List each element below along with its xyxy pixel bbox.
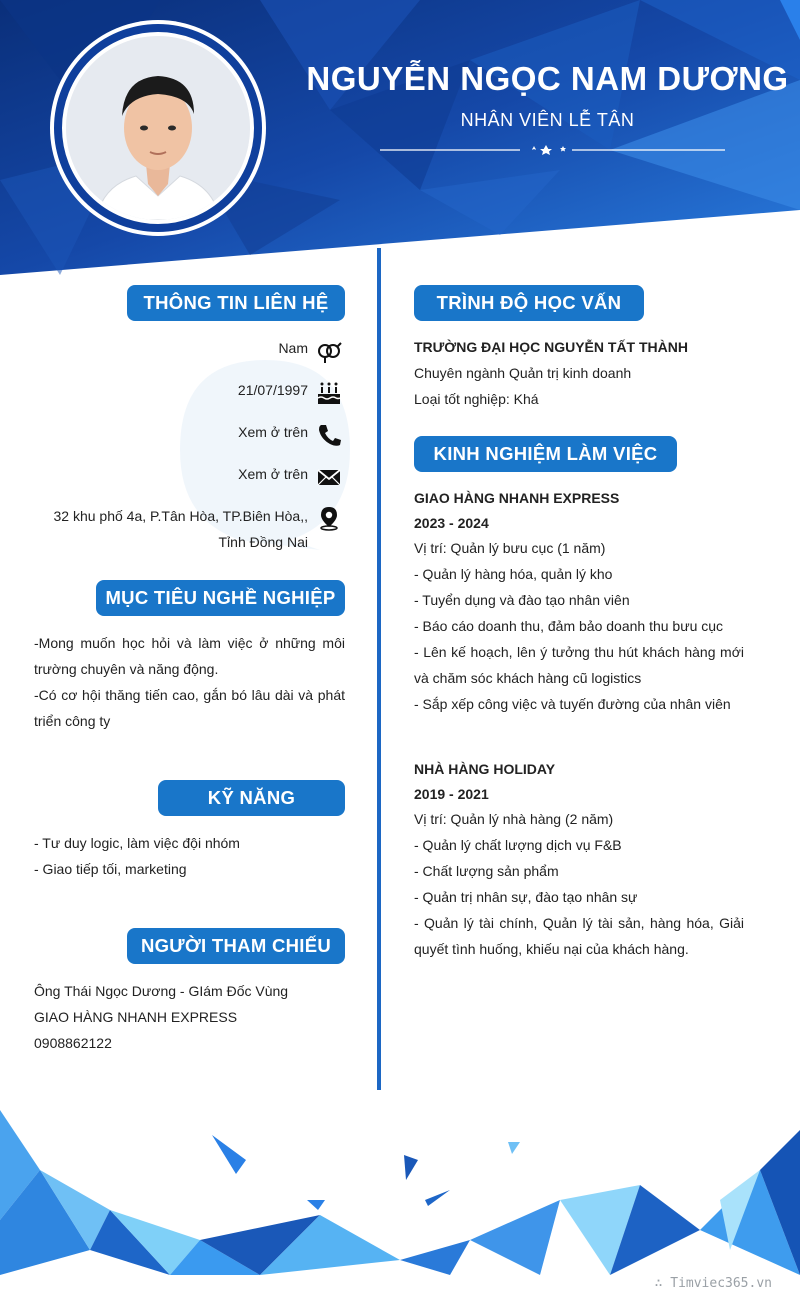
gender-icon xyxy=(316,338,342,364)
address-line-2: Tỉnh Đồng Nai xyxy=(218,534,308,550)
job-company: NHÀ HÀNG HOLIDAY xyxy=(414,761,556,777)
skill-item: - Giao tiếp tối, marketing xyxy=(34,861,187,877)
objective-line-3: -Có cơ hội thăng tiến cao, gắn bó lâu dài và phát xyxy=(34,687,345,703)
person-photo-icon xyxy=(66,36,250,220)
email-value: Xem ở trên xyxy=(238,466,308,482)
education-major: Chuyên ngành Quản trị kinh doanh xyxy=(414,365,632,381)
job-line: - Quản lý hàng hóa, quản lý kho xyxy=(414,566,613,582)
avatar xyxy=(62,32,254,224)
job-line: Vị trí: Quản lý bưu cục (1 năm) xyxy=(414,540,606,556)
objective-line-1: -Mong muốn học hỏi và làm việc ở những môi xyxy=(34,635,345,651)
title-divider xyxy=(380,143,725,157)
job-line: - Tuyển dụng và đào tạo nhân viên xyxy=(414,592,630,608)
phone-icon xyxy=(316,422,342,448)
birthday-cake-icon xyxy=(316,380,342,406)
footer-background xyxy=(0,1090,800,1275)
job-company: GIAO HÀNG NHANH EXPRESS xyxy=(414,490,620,506)
skill-item: - Tư duy logic, làm việc đội nhóm xyxy=(34,835,240,851)
job-line: - Chất lượng sản phẩm xyxy=(414,863,559,879)
objective-heading: MỤC TIÊU NGHỀ NGHIỆP xyxy=(96,580,345,616)
job-period: 2023 - 2024 xyxy=(414,515,489,531)
objective-line-2: trường chuyên và năng động. xyxy=(34,661,219,677)
column-divider xyxy=(377,248,381,1090)
job-line: Vị trí: Quản lý nhà hàng (2 năm) xyxy=(414,811,614,827)
reference-line: 0908862122 xyxy=(34,1035,112,1051)
job-line: - Báo cáo doanh thu, đảm bảo doanh thu bưu cục xyxy=(414,618,724,634)
address-line-1: 32 khu phố 4a, P.Tân Hòa, TP.Biên Hòa,, xyxy=(53,508,308,524)
job-line: - Quản lý chất lượng dịch vụ F&B xyxy=(414,837,622,853)
envelope-icon xyxy=(316,464,342,490)
job-period: 2019 - 2021 xyxy=(414,786,489,802)
education-heading: TRÌNH ĐỘ HỌC VẤN xyxy=(414,285,644,321)
job-line: và chăm sóc khách hàng cũ logistics xyxy=(414,670,642,686)
skills-heading: KỸ NĂNG xyxy=(158,780,345,816)
candidate-name: NGUYỄN NGỌC NAM DƯƠNG xyxy=(306,60,789,97)
school-name: TRƯỜNG ĐẠI HỌC NGUYỄN TẤT THÀNH xyxy=(414,339,688,355)
star-icon xyxy=(532,145,566,155)
phone-value: Xem ở trên xyxy=(238,424,308,440)
brand-watermark: ∴ Timviec365.vn xyxy=(654,1276,772,1291)
job-line: - Sắp xếp công việc và tuyến đường của nhân viên xyxy=(414,696,731,712)
experience-heading: KINH NGHIỆM LÀM VIỆC xyxy=(414,436,677,472)
contact-heading: THÔNG TIN LIÊN HỆ xyxy=(127,285,345,321)
education-grade: Loại tốt nghiệp: Khá xyxy=(414,391,539,407)
reference-line: Ông Thái Ngọc Dương - GIám Đốc Vùng xyxy=(34,983,289,999)
job-line: quyết tình huống, khiếu nại của khách hàng. xyxy=(414,941,689,957)
map-pin-icon xyxy=(316,505,342,531)
references-heading: NGƯỜI THAM CHIẾU xyxy=(127,928,345,964)
job-line: - Quản lý tài chính, Quản lý tài sản, hàng hóa, Giải xyxy=(414,915,744,931)
job-line: - Quản trị nhân sự, đào tạo nhân sự xyxy=(414,889,638,905)
job-line: - Lên kế hoạch, lên ý tưởng thu hút khách hàng mới xyxy=(414,644,744,660)
gender-value: Nam xyxy=(278,340,308,356)
job-title: NHÂN VIÊN LỄ TÂN xyxy=(460,110,635,130)
reference-line: GIAO HÀNG NHANH EXPRESS xyxy=(34,1009,238,1025)
objective-line-4: triển công ty xyxy=(34,713,111,729)
birthday-value: 21/07/1997 xyxy=(237,382,308,398)
